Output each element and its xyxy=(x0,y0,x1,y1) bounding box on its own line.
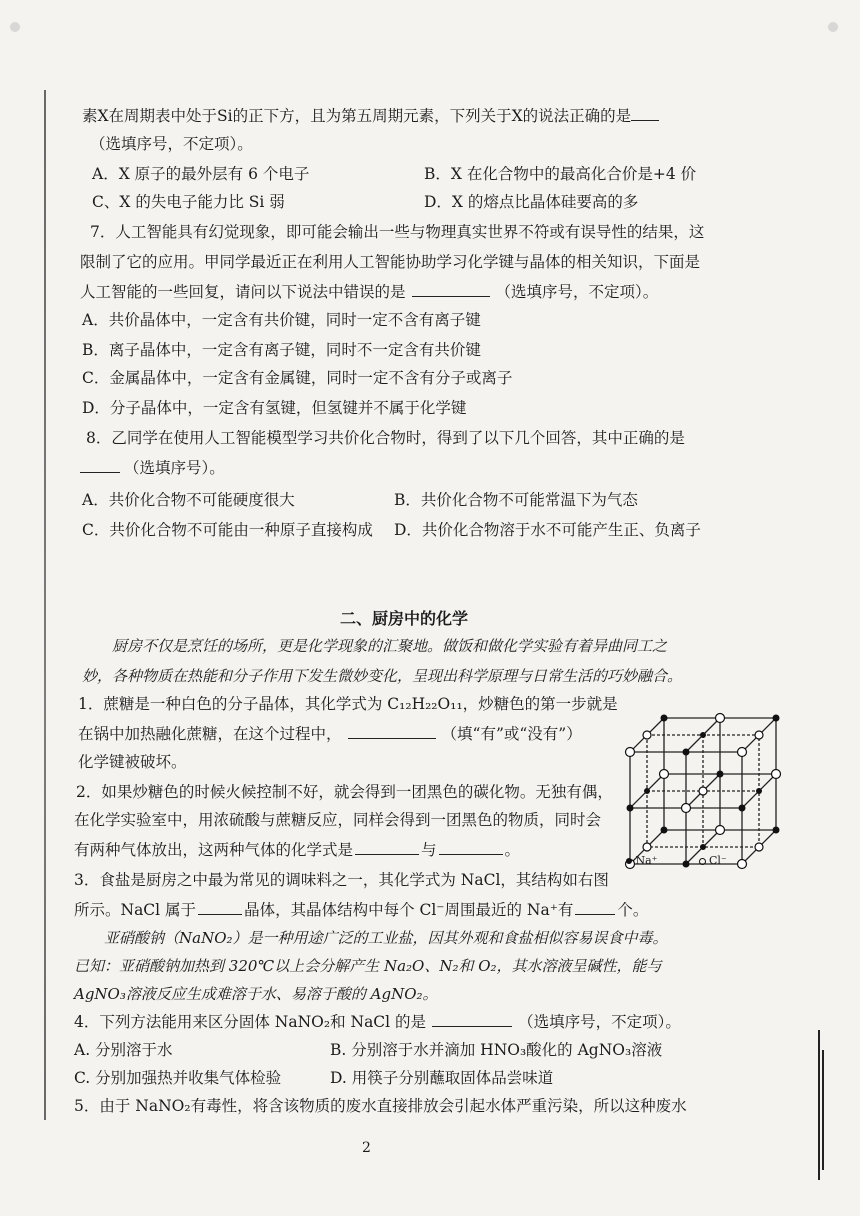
na-ion-icon xyxy=(626,858,632,864)
answer-blank[interactable] xyxy=(80,458,120,473)
s2-q4-option-c: C. 分别加强热并收集气体检验 xyxy=(74,1069,282,1087)
s2-q2-line2: 在化学实验室中，用浓硫酸与蔗糖反应，同样会得到一团黑色的物质，同时会 xyxy=(74,811,602,829)
lattice-legend xyxy=(626,854,727,867)
s2-q3-line1: 3．食盐是厨房之中最为常见的调味料之一，其化学式为 NaCl，其结构如右图 xyxy=(74,871,609,889)
s2-q2-line1: 2．如果炒糖色的时候火候控制不好，就会得到一团黑色的碳化物。无独有偶， xyxy=(76,783,613,801)
q6-option-c: C、X 的失电子能力比 Si 弱 xyxy=(92,193,285,211)
q7-stem-line1: 7．人工智能具有幻觉现象，即可能会输出一些与物理真实世界不符或有误导性的结果，这 xyxy=(90,223,705,241)
answer-blank[interactable] xyxy=(198,900,242,915)
q7-option-b: B．离子晶体中，一定含有离子键，同时不一定含有共价键 xyxy=(82,341,481,359)
q8-stem-line1: 8．乙同学在使用人工智能模型学习共价化合物时，得到了以下几个回答，其中正确的是 xyxy=(86,429,685,447)
q7-stem-line2: 限制了它的应用。甲同学最近正在利用人工智能协助学习化学键与晶体的相关知识，下面是 xyxy=(80,253,701,271)
s2-q1-line3: 化学键被破坏。 xyxy=(78,753,187,771)
q6-option-d: D．X 的熔点比晶体硅要高的多 xyxy=(424,193,639,211)
s2-q2-line3: 有两种气体放出，这两种气体的化学式是 与 。 xyxy=(74,841,521,859)
q8-option-a: A．共价化合物不可能硬度很大 xyxy=(82,491,295,509)
section-heading: 二、厨房中的化学 xyxy=(340,609,469,628)
scan-binding-edge xyxy=(44,90,46,1120)
s2-q4-option-a: A. 分别溶于水 xyxy=(74,1041,173,1059)
scan-hole-mark xyxy=(828,22,838,32)
scan-hole-mark xyxy=(10,22,20,32)
q8-stem-line2: （选填序号）。 xyxy=(80,458,225,478)
q7-option-d: D．分子晶体中，一定含有氢键，但氢键并不属于化学键 xyxy=(82,399,467,417)
cl-ion-icon xyxy=(699,858,706,865)
section-intro-line2: 妙，各种物质在热能和分子作用下发生微妙变化，呈现出科学原理与日常生活的巧妙融合。 xyxy=(82,667,683,685)
s2-q5-line1: 5．由于 NaNO₂有毒性，将含该物质的废水直接排放会引起水体严重污染，所以这种废水 xyxy=(74,1097,687,1115)
answer-blank[interactable] xyxy=(631,106,659,121)
answer-blank[interactable] xyxy=(439,840,503,855)
s2-q4-option-d: D. 用筷子分别蘸取固体品尝味道 xyxy=(330,1069,554,1087)
s2-q4-option-b: B. 分别溶于水并滴加 HNO₃酸化的 AgNO₃溶液 xyxy=(330,1041,663,1059)
legend-na-label: Na⁺ xyxy=(635,854,658,867)
q6-stem-line1: 素X在周期表中处于Si的正下方，且为第五周期元素，下列关于X的说法正确的是 xyxy=(82,106,659,126)
q7-option-c: C．金属晶体中，一定含有金属键，同时一定不含有分子或离子 xyxy=(82,369,513,387)
legend-cl-label: Cl⁻ xyxy=(709,854,727,867)
q6-option-b: B．X 在化合物中的最高化合价是+4 价 xyxy=(424,165,697,183)
page-number: 2 xyxy=(362,1140,371,1156)
nitrite-intro-line1: 亚硝酸钠（NaNO₂）是一种用途广泛的工业盐，因其外观和食盐相似容易误食中毒。 xyxy=(104,929,668,947)
q8-option-c: C．共价化合物不可能由一种原子直接构成 xyxy=(82,521,373,539)
section-intro-line1: 厨房不仅是烹饪的场所，更是化学现象的汇聚地。做饭和做化学实验有着异曲同工之 xyxy=(112,637,668,655)
q6-stem-line2: （选填序号，不定项）。 xyxy=(90,135,253,153)
answer-blank[interactable] xyxy=(412,282,490,297)
q8-option-b: B．共价化合物不可能常温下为气态 xyxy=(394,491,638,509)
answer-blank[interactable] xyxy=(355,840,419,855)
q7-option-a: A．共价晶体中，一定含有共价键，同时一定不含有离子键 xyxy=(82,311,481,329)
nitrite-intro-line2: 已知：亚硝酸钠加热到 320℃以上会分解产生 Na₂O、N₂和 O₂，其水溶液呈碱性，能与 xyxy=(74,957,662,975)
q7-stem-line3: 人工智能的一些回复，请问以下说法中错误的是 （选填序号，不定项）。 xyxy=(80,283,659,301)
nitrite-intro-line3: AgNO₃溶液反应生成难溶于水、易溶于酸的 AgNO₂。 xyxy=(74,985,438,1003)
q8-option-d: D．共价化合物溶于水不可能产生正、负离子 xyxy=(394,521,701,539)
s2-q3-line2: 所示。NaCl 属于 晶体，其晶体结构中每个 Cl⁻周围最近的 Na⁺有 个。 xyxy=(74,901,649,919)
answer-blank[interactable] xyxy=(348,724,436,739)
answer-blank[interactable] xyxy=(432,1012,512,1027)
scan-edge-marks xyxy=(818,1010,826,1190)
answer-blank[interactable] xyxy=(575,900,615,915)
s2-q4-line1: 4．下列方法能用来区分固体 NaNO₂和 NaCl 的是 （选填序号，不定项）。 xyxy=(74,1013,681,1031)
s2-q1-line1: 1．蔗糖是一种白色的分子晶体，其化学式为 C₁₂H₂₂O₁₁，炒糖色的第一步就是 xyxy=(78,695,618,713)
nacl-crystal-structure-figure xyxy=(618,706,788,878)
s2-q1-line2: 在锅中加热融化蔗糖，在这个过程中， （填“有”或“没有”） xyxy=(78,725,582,743)
q6-option-a: A．X 原子的最外层有 6 个电子 xyxy=(92,165,310,183)
